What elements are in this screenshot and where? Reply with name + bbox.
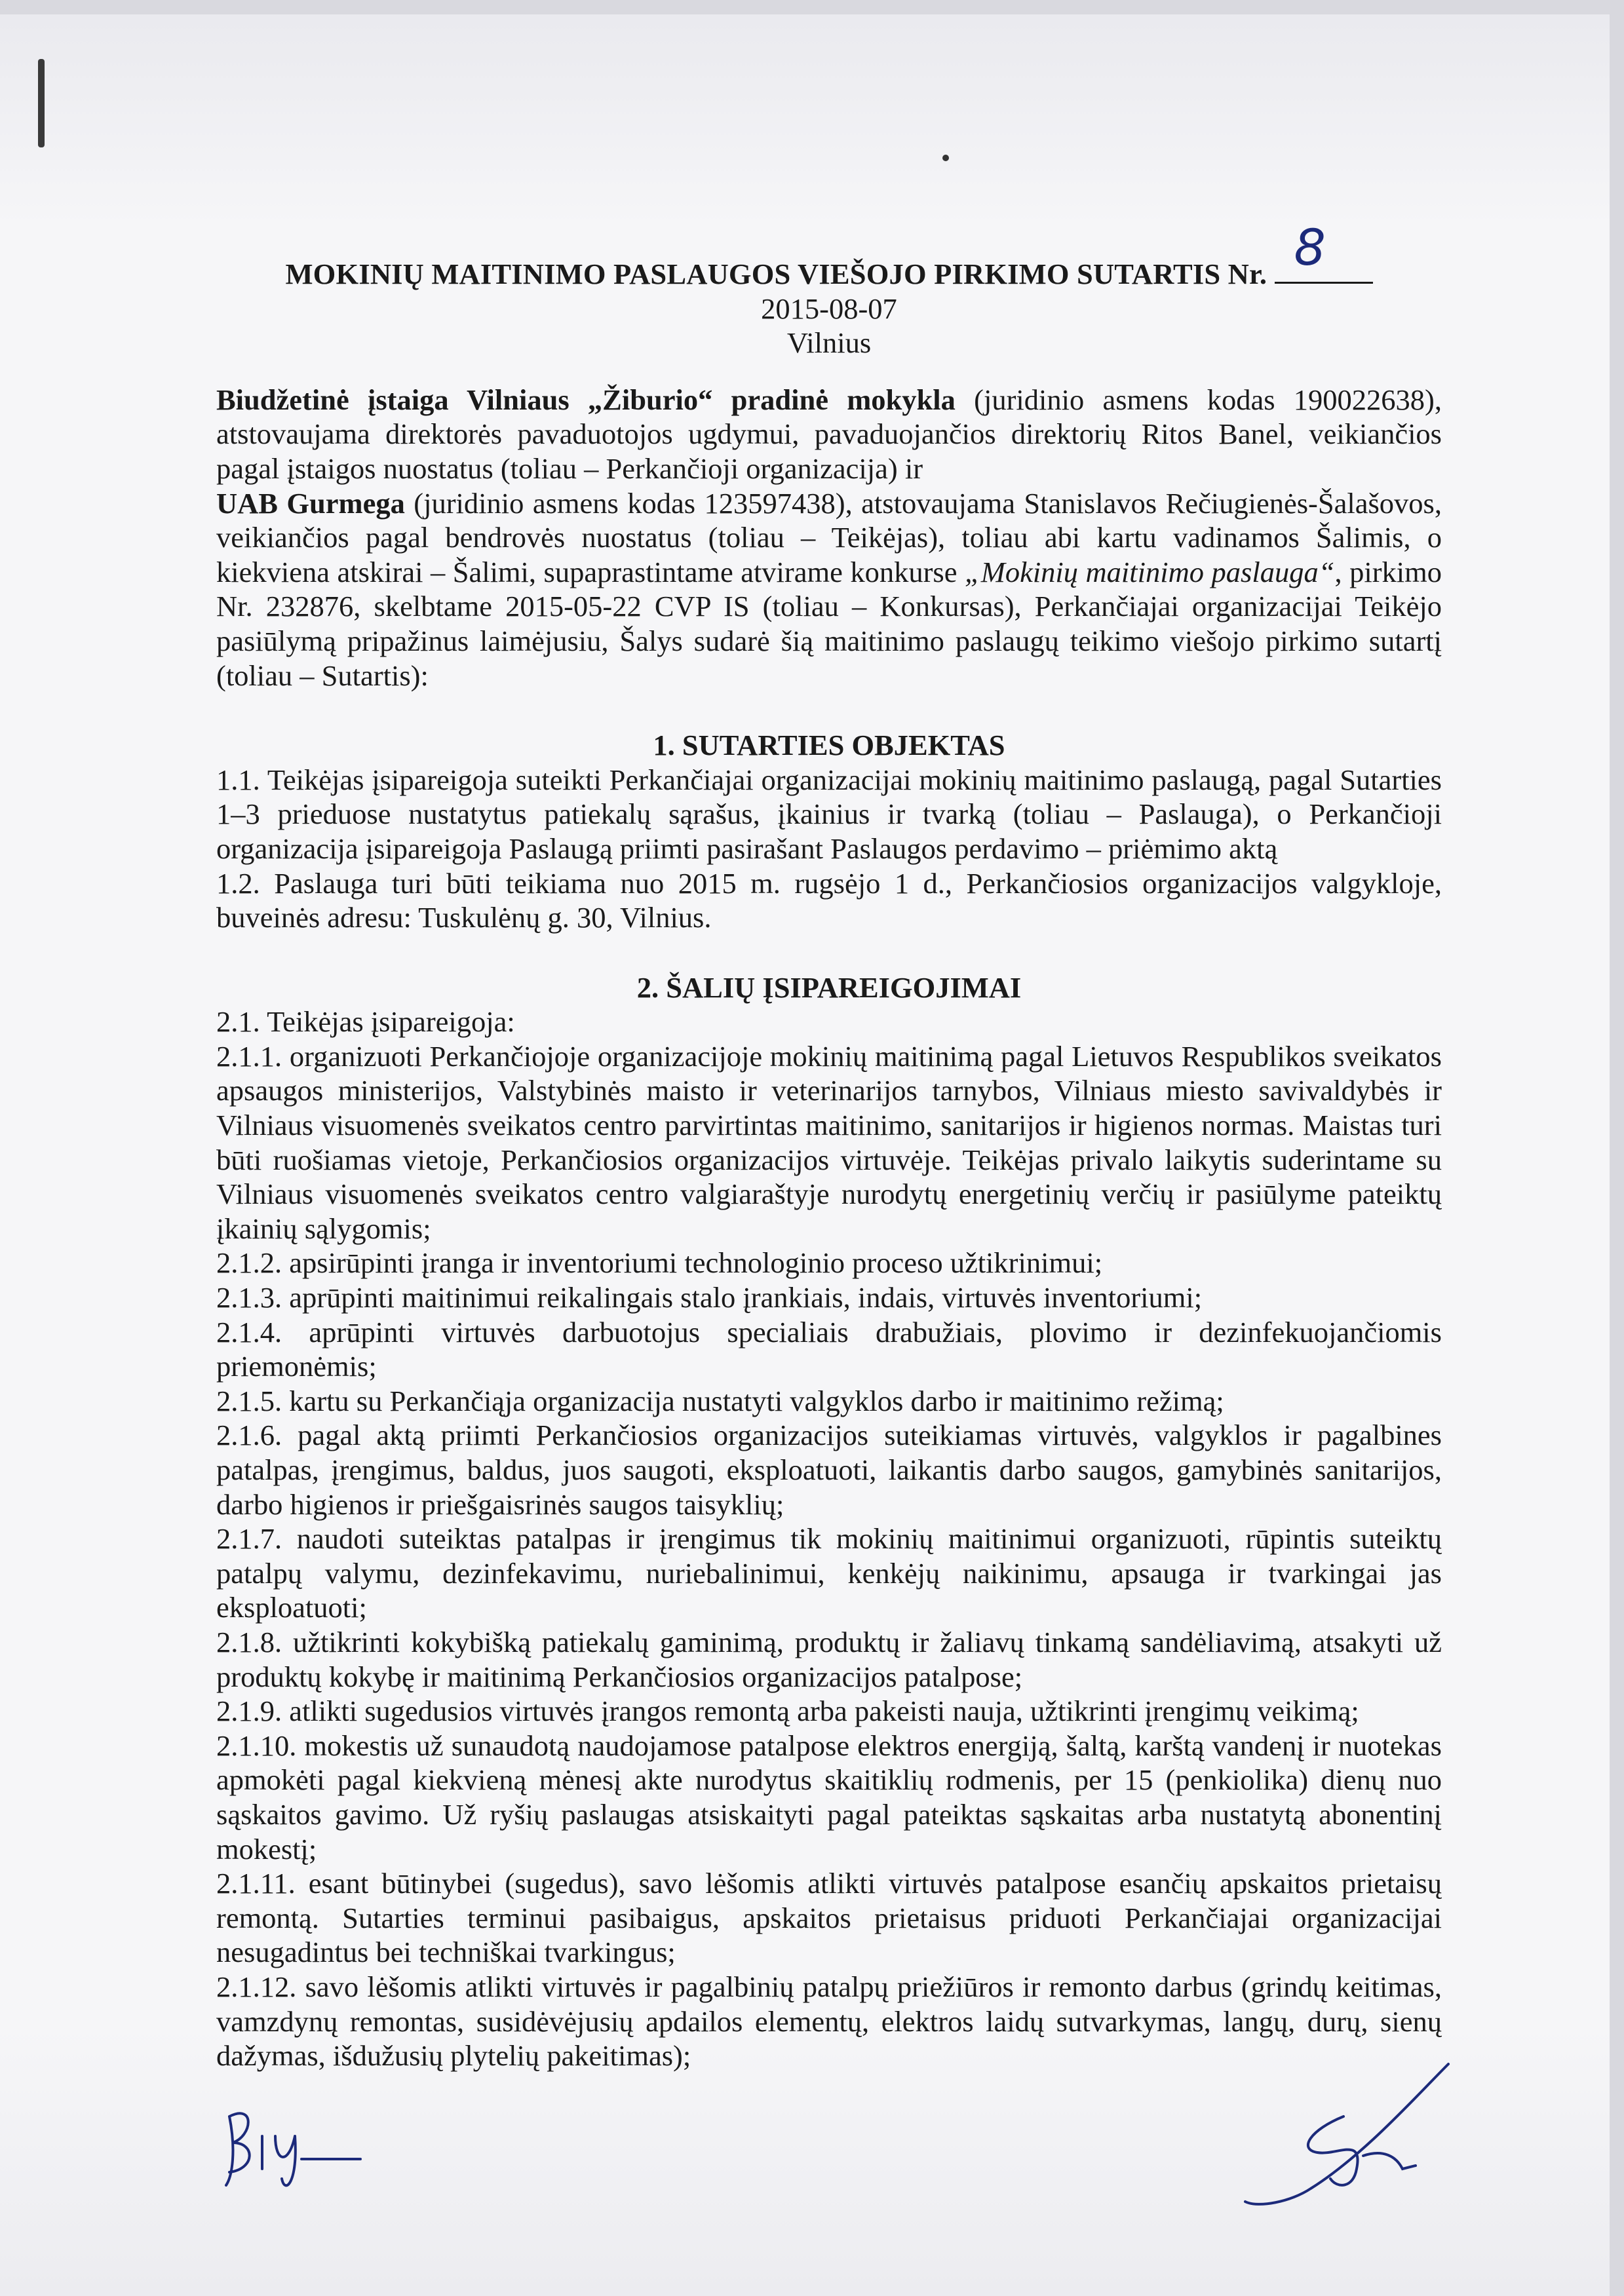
right-signature — [1232, 2057, 1468, 2211]
section-heading: 1. SUTARTIES OBJEKTAS — [653, 729, 1005, 762]
section-heading: 2. ŠALIŲ ĮSIPAREIGOJIMAI — [636, 970, 1022, 1004]
contract-page — [216, 218, 1442, 2073]
document-city: Vilnius — [786, 326, 872, 360]
signature-scribble-icon — [1232, 2057, 1468, 2208]
clause: 2.1.9. atlikti sugedusios virtuvės įrangos remontą arba pakeisti nauja, užtikrinti įrengimų veikimą; — [216, 1694, 1359, 1728]
signature-scribble-icon — [216, 2097, 374, 2189]
ink-dot — [942, 155, 949, 161]
clause: 2.1.5. kartu su Perkančiąja organizacija nustatyti valgyklos darbo ir maitinimo režimą; — [216, 1384, 1224, 1417]
party1-text: (juridinio asmens kodas 190022638), atstovaujama direktorės pavaduotojos ugdymui, pavaduojančios direktorių Ritos Banel, veikiančios pagal įstaigos nuostatus (toliau – Perkančioji organizacija) ir — [216, 383, 1442, 485]
party2-text: (juridinio asmens kodas 123597438), atstovaujama Stanislavos Rečiugienės-Šalašovos, veikiančios pagal bendrovės nuostatus (toliau – Teikėjas), toliau abi kartu vadinamos Šalimis, o kiekviena atskirai – Šalimi, supaprastintame atvirame konkurse — [216, 486, 1442, 588]
document-header — [216, 218, 1442, 360]
left-signature — [216, 2097, 374, 2192]
document-date: 2015-08-07 — [761, 292, 897, 325]
clause: 1.1. Teikėjas įsipareigoja suteikti Perkančiajai organizacijai mokinių maitinimo paslaugą, pagal Sutarties 1–3 prieduose nustatytus patiekalų sąrašus, įkainius ir tvarką (toliau – Paslauga), o Perkančioji organizacija įsipareigoja Paslaugą priimti pasirašant Paslaugos perdavimo – priėmimo aktą — [216, 763, 1442, 865]
staple-mark — [38, 59, 45, 147]
handwritten-contract-number: 8 — [1294, 218, 1326, 277]
scan-edge-top — [0, 0, 1624, 14]
clause: 2.1.3. aprūpinti maitinimui reikalingais stalo įrankiais, indais, virtuvės inventoriumi; — [216, 1281, 1203, 1314]
clause: 2.1.2. apsirūpinti įranga ir inventoriumi technologinio proceso užtikrinimui; — [216, 1246, 1103, 1280]
clause: 2.1.8. užtikrinti kokybišką patiekalų gaminimą, produktų ir žaliavų tinkamą sandėliavimą, atsakyti už produktų kokybę ir maitinimą Perkančiosios organizacijos patalpose; — [216, 1625, 1442, 1693]
clause: 2.1.6. pagal aktą priimti Perkančiosios organizacijos suteikiamas virtuvės, valgyklos ir pagalbines patalpas, įrengimus, baldus, juos saugoti, eksploatuoti, laikantis darbo saugos, gamybinės sanitarijos, darbo higienos ir priešgaisrinės saugos taisyklių; — [216, 1419, 1442, 1521]
party1-name: Biudžetinė įstaiga Vilniaus „Žiburio“ pradinė mokykla — [216, 383, 956, 416]
clause: 2.1.12. savo lėšomis atlikti virtuvės ir pagalbinių patalpų priežiūros ir remonto darbus (grindų keitimas, vamzdynų remontas, susidėvėjusių apdailos elementų, elektros laidų sutvarkymas, langų, durų, sienų dažymas, išdužusių plytelių pakeitimas); — [216, 1970, 1442, 2073]
parties-intro — [216, 383, 1442, 486]
clause: 2.1.11. esant būtinybei (sugedus), savo lėšomis atlikti virtuvės patalpose esančių apskaitos prietaisų remontą. Sutarties terminui pasibaigus, apskaitos prietaisus priduoti Perkančiajai organizacijai nesugadintus bei techniškai tvarkingus; — [216, 1867, 1442, 1969]
scan-edge-right — [1610, 0, 1624, 2296]
clause: 2.1.1. organizuoti Perkančiojoje organizacijoje mokinių maitinimą pagal Lietuvos Respublikos sveikatos apsaugos ministerijos, Valstybinės maisto ir veterinarijos tarnybos, Vilniaus miesto savivaldybės ir Vilniaus visuomenės sveikatos centro parvirtintas maitinimo, sanitarijos ir higienos normas. Maistas turi būti ruošiamas vietoje, Perkančiosios organizacijos virtuvėje. Teikėjas privalo laikytis suderintame su Vilniaus visuomenės sveikatos centro valgiaraštyje nurodytų energetinių verčių ir pasiūlyme pateiktų įkainių sąlygomis; — [216, 1039, 1442, 1245]
clause: 1.2. Paslauga turi būti teikiama nuo 2015 m. rugsėjo 1 d., Perkančiosios organizacijos valgykloje, buveinės adresu: Tuskulėnų g. 30, Vilnius. — [216, 866, 1442, 934]
document-title: MOKINIŲ MAITINIMO PASLAUGOS VIEŠOJO PIRKIMO SUTARTIS Nr. 8 — [216, 256, 1442, 292]
contract-number-field — [1275, 218, 1373, 284]
clause: 2.1.4. aprūpinti virtuvės darbuotojus specialiais drabužiais, plovimo ir dezinfekuojančiomis priemonėmis; — [216, 1315, 1442, 1383]
clause: 2.1.7. naudoti suteiktas patalpas ir įrengimus tik mokinių maitinimui organizuoti, rūpintis suteiktų patalpų valymu, dezinfekavimu, nuriebalinimui, kenkėjų naikinimu, apsauga ir tvarkingai jas eksploatuoti; — [216, 1522, 1442, 1624]
party2-name: UAB Gurmega — [216, 486, 405, 520]
tender-name: „Mokinių maitinimo paslauga“ — [965, 555, 1335, 588]
intro-closing: , pirkimo Nr. 232876, skelbtame 2015-05-22 CVP IS (toliau – Konkursas), Perkančiajai organizacijai Teikėjo pasiūlymą pripažinus laimėjusiu, Šalys sudarė šią maitinimo paslaugų teikimo viešojo pirkimo sutartį (toliau – Sutartis): — [216, 555, 1442, 692]
clause: 2.1. Teikėjas įsipareigoja: — [216, 1005, 515, 1039]
parties-intro-cont — [216, 486, 1442, 693]
clause: 2.1.10. mokestis už sunaudotą naudojamose patalpose elektros energiją, šaltą, karštą vandenį ir nuotekas apmokėti pagal kiekvieną mėnesį akte nurodytus skaitiklių rodmenis, per 15 (penkiolika) dienų nuo sąskaitos gavimo. Už ryšių paslaugas atsiskaityti pagal pateiktas sąskaitas arba nustatytą abonentinį mokestį; — [216, 1729, 1442, 1866]
